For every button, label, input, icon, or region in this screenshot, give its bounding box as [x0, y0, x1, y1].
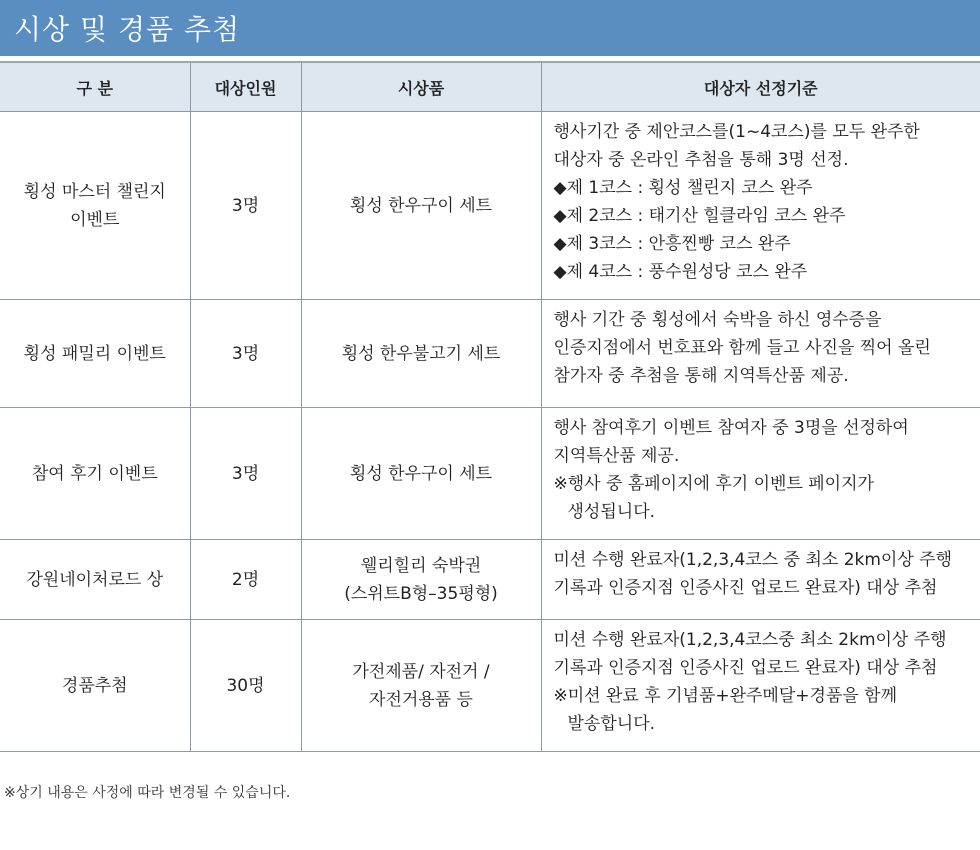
criteria-line: 미션 수행 완료자(1,2,3,4코스 중 최소 2km이상 주행 — [553, 550, 953, 570]
category-line: 강원네이처로드 상 — [26, 569, 164, 590]
table-row — [0, 620, 980, 752]
criteria-line: ※행사 중 홈페이지에 후기 이벤트 페이지가 — [553, 474, 874, 494]
prize-line: 횡성 한우구이 세트 — [349, 463, 493, 484]
criteria-line: ◆제 1코스 : 횡성 챌린지 코스 완주 — [553, 178, 813, 198]
cell-prize — [301, 408, 541, 540]
cell-prize — [301, 300, 541, 408]
header-criteria: 대상자 선정기준 — [541, 62, 980, 112]
criteria-line: 참가자 중 추첨을 통해 지역특산품 제공. — [553, 366, 849, 386]
criteria-line: 행사기간 중 제안코스를(1~4코스)를 모두 완주한 — [553, 122, 920, 142]
criteria-line: 기록과 인증지점 인증사진 업로드 완료자) 대상 추첨 — [553, 658, 938, 678]
criteria-line: ◆제 2코스 : 태기산 힐클라임 코스 완주 — [553, 206, 846, 226]
prize-line: (스위트B형–35평형) — [344, 583, 498, 604]
header-count: 대상인원 — [190, 62, 301, 112]
prize-line: 가전제품/ 자전거 / — [352, 661, 490, 682]
prize-table — [0, 61, 980, 752]
cell-criteria — [541, 408, 980, 540]
table-row — [0, 540, 980, 620]
criteria-line: ※미션 완료 후 기념품+완주메달+경품을 함께 — [553, 686, 898, 706]
criteria-line: 행사 참여후기 이벤트 참여자 중 3명을 선정하여 — [553, 418, 909, 438]
table-row — [0, 300, 980, 408]
page-title: 시상 및 경품 추첨 — [14, 13, 241, 46]
category-line: 이벤트 — [70, 209, 120, 230]
cell-category — [0, 408, 190, 540]
cell-count: 3명 — [190, 112, 301, 300]
cell-prize — [301, 540, 541, 620]
table-header-row — [0, 62, 980, 112]
prize-line: 횡성 한우구이 세트 — [349, 195, 493, 216]
prize-line: 자전거용품 등 — [369, 689, 473, 710]
header-category: 구 분 — [0, 62, 190, 112]
footnote: ※상기 내용은 사정에 따라 변경될 수 있습니다. — [4, 785, 291, 801]
cell-criteria — [541, 620, 980, 752]
cell-category — [0, 300, 190, 408]
table-row — [0, 408, 980, 540]
criteria-line: 생성됩니다. — [567, 502, 656, 522]
criteria-line: ◆제 3코스 : 안흥찐빵 코스 완주 — [553, 234, 791, 254]
category-line: 횡성 패밀리 이벤트 — [23, 343, 166, 364]
criteria-line: 발송합니다. — [567, 714, 656, 734]
cell-criteria — [541, 112, 980, 300]
title-bar — [0, 0, 980, 56]
cell-prize — [301, 620, 541, 752]
cell-category — [0, 112, 190, 300]
criteria-line: 기록과 인증지점 인증사진 업로드 완료자) 대상 추첨 — [553, 578, 938, 598]
cell-criteria — [541, 300, 980, 408]
criteria-line: ◆제 4코스 : 풍수원성당 코스 완주 — [553, 262, 808, 282]
cell-count: 30명 — [190, 620, 301, 752]
cell-criteria — [541, 540, 980, 620]
category-line: 횡성 마스터 챌린지 — [23, 181, 166, 202]
criteria-line: 대상자 중 온라인 추첨을 통해 3명 선정. — [553, 150, 849, 170]
prize-line: 웰리힐리 숙박권 — [360, 555, 482, 576]
cell-count: 3명 — [190, 300, 301, 408]
cell-category — [0, 540, 190, 620]
criteria-line: 지역특산품 제공. — [553, 446, 680, 466]
cell-count: 3명 — [190, 408, 301, 540]
category-line: 경품추첨 — [61, 675, 128, 696]
table-row — [0, 112, 980, 300]
criteria-line: 인증지점에서 번호표와 함께 들고 사진을 찍어 올린 — [553, 338, 931, 358]
cell-count: 2명 — [190, 540, 301, 620]
prize-line: 횡성 한우불고기 세트 — [341, 343, 501, 364]
header-prize: 시상품 — [301, 62, 541, 112]
criteria-line: 미션 수행 완료자(1,2,3,4코스중 최소 2km이상 주행 — [553, 630, 947, 650]
cell-prize — [301, 112, 541, 300]
criteria-line: 행사 기간 중 횡성에서 숙박을 하신 영수증을 — [553, 310, 882, 330]
cell-category — [0, 620, 190, 752]
category-line: 참여 후기 이벤트 — [31, 463, 158, 484]
